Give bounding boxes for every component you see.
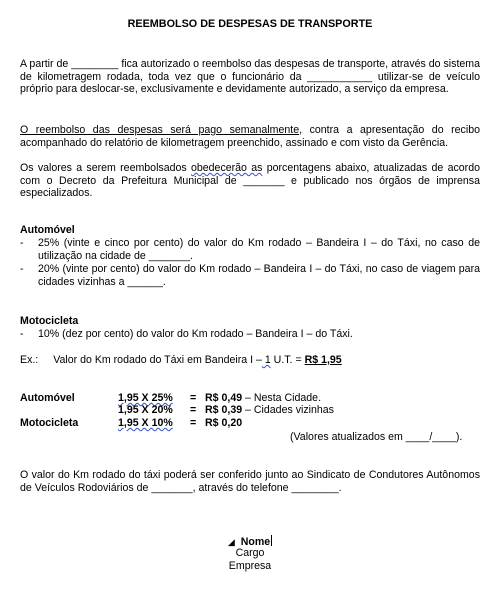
example-ut-label: U.T. =: [270, 354, 305, 366]
list-item-automovel-city: 25% (vinte e cinco por cento) do valor do Km rodado – Bandeira I – do Táxi, no caso de utilização na cidade de _______.: [38, 237, 480, 262]
calc-row-result: [205, 404, 334, 417]
list-item-dash: -: [20, 263, 24, 275]
example-text: Valor do Km rodado do Táxi em Bandeira I –: [53, 354, 262, 366]
heading-motocicleta: Motocicleta: [20, 315, 79, 327]
values-text-end: porcentagens abaixo, atualizadas de acordo com o Decreto da Prefeitura Municipal de _______ e publicado nos órgãos de imprensa especializados.: [20, 162, 480, 199]
signature-role: Cargo: [235, 547, 265, 559]
values-spellcheck-text: obedecerão as: [190, 162, 263, 174]
calc-row-label: Automóvel: [20, 392, 75, 404]
example-ut-count: 1: [261, 354, 271, 366]
calc-row-equals: =: [190, 392, 197, 404]
example-line: [20, 354, 342, 367]
calc-amount: R$ 0,49: [205, 392, 243, 404]
calc-row-equals: =: [190, 417, 197, 429]
heading-automovel: Automóvel: [20, 224, 75, 236]
text-cursor-icon: [271, 535, 272, 546]
calc-row-equals: =: [190, 404, 197, 416]
signature-name: Nome: [240, 536, 271, 548]
list-item-dash: -: [20, 328, 24, 340]
automovel-list: [0, 237, 500, 297]
calc-row-formula: [118, 404, 173, 417]
list-item-dash: -: [20, 237, 24, 249]
calc-amount: R$ 0,39: [205, 404, 243, 416]
calc-row-result: [205, 417, 242, 430]
payment-underlined-text: O reembolso das despesas será pago semanalmente: [20, 124, 300, 136]
updated-note: (Valores atualizados em ____/____).: [290, 431, 463, 443]
anchor-marker-icon: ◢: [227, 537, 235, 547]
list-item-automovel-trip: 20% (vinte por cento) do valor do Km rodado – Bandeira I – do Táxi, no caso de viagem para cidades vizinhas a ______.: [38, 263, 480, 288]
calc-formula-text: 1,95 X 25%: [118, 392, 173, 404]
calc-formula-text: 1,95 X 10%: [118, 417, 173, 429]
payment-rest-text: , contra a apresentação do recibo acompanhado do relatório de kilometragem preenchido, assinado e com visto da Gerência.: [20, 124, 480, 149]
calc-row-formula: [118, 417, 173, 430]
example-value: R$ 1,95: [304, 354, 342, 366]
paragraph-authorization: A partir de ________ fica autorizado o reembolso das despesas de transporte, através do sistema de kilometragem rodada, toda vez que o funcionário da ___________ utilizar-se de veículo próprio para deslocar-se, exclusivamente e devidamente autorizado, a serviço da empresa.: [20, 58, 480, 95]
calc-row-formula: [118, 392, 173, 405]
values-text-start: Os valores a serem reembolsados: [20, 162, 191, 174]
calc-row-label: Motocicleta: [20, 417, 79, 429]
calc-note: – Cidades vizinhas: [242, 404, 334, 416]
calc-amount: R$ 0,20: [205, 417, 243, 429]
document-title: REEMBOLSO DE DESPESAS DE TRANSPORTE: [127, 18, 373, 30]
paragraph-verification: O valor do Km rodado do táxi poderá ser conferido junto ao Sindicato de Condutores Autônomos de Veículos Rodoviários de _______, através do telefone ________.: [20, 469, 480, 494]
list-item-motocicleta: 10% (dez por cento) do valor do Km rodado – Bandeira I – do Táxi.: [38, 328, 353, 340]
calc-formula-text: 1,95 X 20%: [118, 404, 173, 416]
calc-row-result: [205, 392, 321, 405]
motocicleta-list: [0, 328, 500, 342]
example-prefix: Ex.:: [20, 354, 39, 366]
paragraph-payment: [20, 124, 480, 149]
signature-company: Empresa: [228, 560, 272, 572]
calc-note: – Nesta Cidade.: [242, 392, 322, 404]
paragraph-values: [20, 162, 480, 200]
